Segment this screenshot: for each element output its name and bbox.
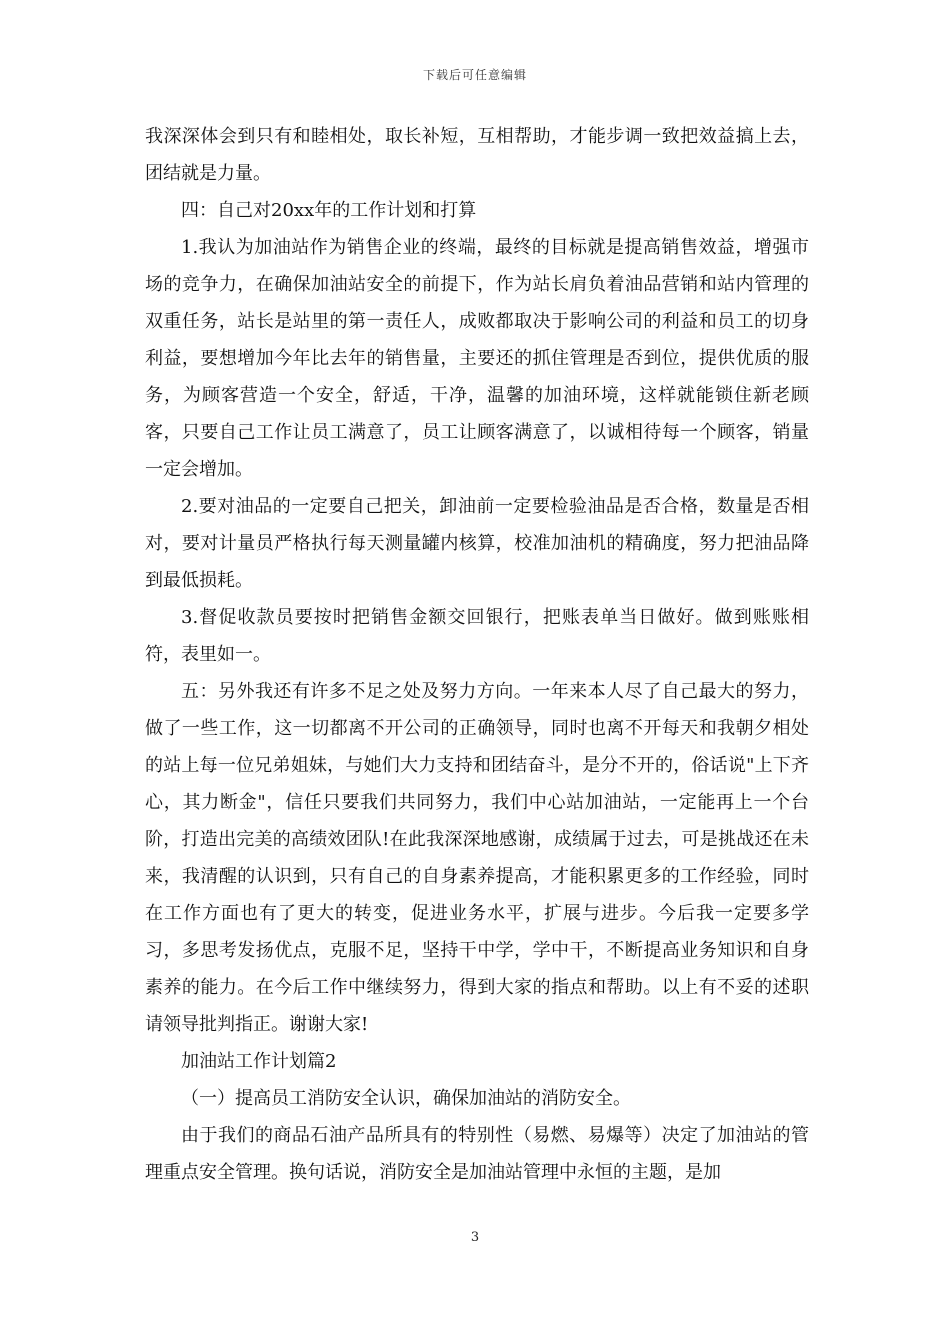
paragraph: 2.要对油品的一定要自己把关，卸油前一定要检验油品是否合格，数量是否相对，要对计量员严格执行每天测量罐内核算，校准加油机的精确度，努力把油品降到最低损耗。: [145, 496, 809, 591]
page-number: 3: [470, 1230, 480, 1245]
paragraph: 1.我认为加油站作为销售企业的终端，最终的目标就是提高销售效益，增强市场的竞争力，在确保加油站安全的前提下，作为站长肩负着油品营销和站内管理的双重任务，站长是站里的第一责任人，成败都取决于影响公司的利益和员工的切身利益，要想增加今年比去年的销售量，主要还的抓住管理是否到位，提供优质的服务，为顾客营造一个安全，舒适，干净，温馨的加油环境，这样就能锁住新老顾客，只要自己工作让员工满意了，员工让顾客满意了，以诚相待每一个顾客，销量一定会增加。: [145, 237, 809, 480]
page-header: 下载后可任意编辑: [422, 68, 527, 82]
document-body: [145, 118, 809, 1191]
paragraph: 3.督促收款员要按时把销售金额交回银行，把账表单当日做好。做到账账相符，表里如一。: [145, 607, 809, 665]
section-title: 加油站工作计划篇2: [181, 1051, 337, 1072]
subsection-heading: （一）提高员工消防安全认识，确保加油站的消防安全。: [181, 1088, 631, 1109]
paragraph: 由于我们的商品石油产品所具有的特别性（易燃、易爆等）决定了加油站的管理重点安全管理。换句话说，消防安全是加油站管理中永恒的主题，是加: [145, 1125, 809, 1183]
paragraph: 五：另外我还有许多不足之处及努力方向。一年来本人尽了自己最大的努力，做了一些工作，这一切都离不开公司的正确领导，同时也离不开每天和我朝夕相处的站上每一位兄弟姐妹，与她们大力支持和团结奋斗，是分不开的，俗话说"上下齐心，其力断金"，信任只要我们共同努力，我们中心站加油站，一定能再上一个台阶，打造出完美的高绩效团队!在此我深深地感谢，成绩属于过去，可是挑战还在未来，我清醒的认识到，只有自己的自身素养提高，才能积累更多的工作经验，同时在工作方面也有了更大的转变，促进业务水平，扩展与进步。今后我一定要多学习，多思考发扬优点，克服不足，坚持干中学，学中干，不断提高业务知识和自身素养的能力。在今后工作中继续努力，得到大家的指点和帮助。以上有不妥的述职请领导批判指正。谢谢大家!: [145, 681, 809, 1035]
paragraph: 我深深体会到只有和睦相处，取长补短，互相帮助，才能步调一致把效益搞上去，团结就是力量。: [145, 126, 809, 184]
section-heading: 四：自己对20xx年的工作计划和打算: [181, 200, 477, 221]
